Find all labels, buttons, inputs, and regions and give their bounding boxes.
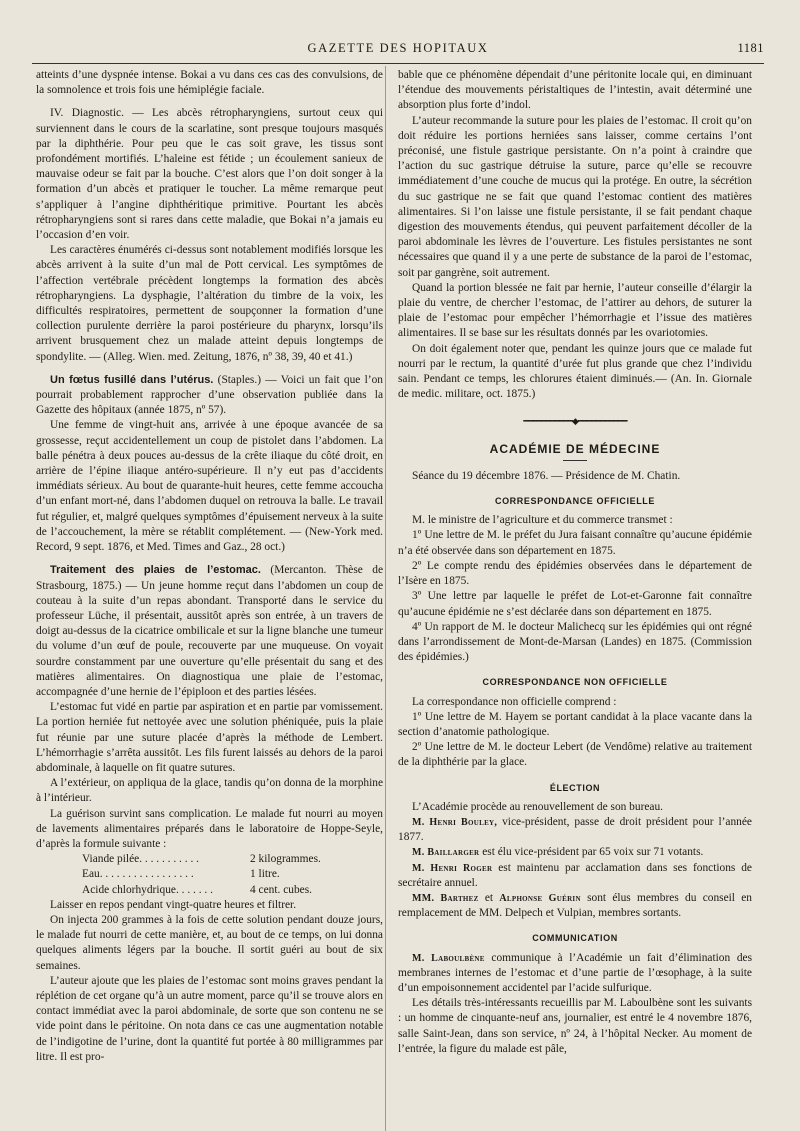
article-title: Traitement des plaies de l’estomac. (50, 564, 261, 577)
header-rule (32, 63, 764, 64)
paragraph (398, 815, 752, 845)
section-heading: ACADÉMIE DE MÉDECINE (489, 441, 661, 456)
subheading: CORRESPONDANCE OFFICIELLE (494, 496, 655, 507)
subheading: ÉLECTION (549, 782, 601, 793)
paragraph: 3º Une lettre par laquelle le préfet de Lot-et-Garonne fait connaître qu’aucune épidémie ne s’est déclarée dans son département en 1875. (398, 590, 752, 618)
article-title: Un fœtus fusillé dans l’utérus. (50, 373, 214, 386)
page-header (32, 38, 764, 60)
recipe-item: Acide chlorhydrique. . . . . . . (82, 883, 213, 896)
person-name: M. Laboulbène (412, 952, 485, 964)
seance-line: Séance du 19 décembre 1876. — Présidence de M. Chatin. (412, 469, 681, 482)
column-separator (385, 66, 386, 1131)
paragraph: La correspondance non officielle comprend : (412, 695, 617, 708)
paragraph: Laisser en repos pendant vingt-quatre heures et filtrer. (50, 898, 297, 911)
recipe-qty: 1 litre. (250, 868, 280, 881)
recipe-row (36, 883, 383, 898)
paragraph: bable que ce phénomène dépendait d’une péritonite locale qui, en diminuant l’étendue des mouvements péristaltiques de l’intestin, avait déterminé une absorption plus forte d’indol. (398, 69, 752, 112)
article-lead: (Mercanton. Thèse de Strasbourg, 1875.) — Un jeune homme reçut dans l’abdomen un coup de couteau à la suite d’un repas abondant. Transporté dans le service du professeur Lüche, il présentait, aussitôt après son entrée, à un travers de doigt au-dessus de la cicatrice ombilicale et sur la ligne blanche une tumeur du volume d’un œuf de poule, recouverte par une muqueuse. On voyait sourdre constamment par une ouverture qu’elle présentait du sang et des matières alimentaires. On diagnostiqua une plaie de l’estomac, accompagnée d’une hernie de l’épiploon et des parties lésées. (36, 564, 384, 698)
paragraph: Les caractères énumérés ci-dessus sont notablement modifiés lorsque les abcès arrivent à la suite d’un mal de Pott cervical. Les symptômes de l’affection vertébrale précèdent longtemps la formation des abcès rétropharyngiens. La dysphagie, l’altération du timbre de la voix, les difficultés respiratoires, permettent de soupçonner la formation d’une collection purulente derrière la paroi postérieure du pharynx, lorsqu’ils arrivent brusquement chez un malade atteint depuis longtemps de spondylite. — (Alleg. Wien. med. Zeitung, 1876, nº 38, 39, 40 et 41.) (36, 244, 383, 363)
paragraph (398, 891, 752, 921)
recipe-item: Eau. . . . . . . . . . . . . . . . . (82, 868, 194, 881)
paragraph: L’estomac fut vidé en partie par aspiration et en partie par vomissement. La portion herniée fut nettoyée avec une solution phéniquée, puis la plaie fut réunie par une suture placée d’après la méthode de Lembert. L’hémorrhagie s’arrêta aussitôt. Les fils furent laissés au dehors de la paroi abdominale, à laquelle on fit quatre sutures. (36, 701, 383, 774)
paragraph: IV. Diagnostic. — Les abcès rétropharyngiens, surtout ceux qui surviennent dans le cours de la scarlatine, sont presque toujours masqués par la diphthérie. Pour peu que le cas soit grave, les tissus sont profondément mortifiés. L’haleine est fétide ; un écoulement sanieux de mauvaise odeur se fait par la bouche. C’est alors que l’on doit songer à la formation d’un abcès et pratiquer le toucher. La même remarque peut s’appliquer à l’angine diphthéritique primitive. Pourtant les abcès rétropharyngiens sont si rares dans cette maladie, que Bokai n’a jamais eu l’occasion d’en voir. (36, 107, 383, 242)
person-name: MM. Barthez (412, 892, 479, 904)
recipe-row (36, 867, 383, 882)
paragraph: A l’extérieur, on appliqua de la glace, tandis qu’on donna de la morphine à l’intérieur. (36, 777, 383, 805)
subheading: COMMUNICATION (532, 933, 618, 944)
person-name: M. Baillarger (412, 847, 480, 859)
paragraph-text: sont élus membres du conseil en remplacement de MM. Delpech et Vulpian, membres sortants. (398, 891, 752, 920)
paragraph (398, 951, 752, 997)
paragraph: 2º Une lettre de M. le docteur Lebert (de Vendôme) relative au traitement de la diphthérie par la glace. (398, 741, 752, 769)
right-column (398, 68, 752, 1057)
paragraph-text: est maintenu par acclamation dans ses fonctions de secrétaire annuel. (398, 861, 752, 889)
person-name: M. Henri Bouley, (412, 816, 498, 828)
paragraph: La guérison survint sans complication. Le malade fut nourri au moyen de lavements alimentaires préparés dans le laboratoire de Hoppe-Seyle, d’après la formule suivante : (36, 807, 383, 850)
paragraph: 1º Une lettre de M. le préfet du Jura faisant connaître qu’aucune épidémie n’a été observée dans son département en 1875. (398, 529, 752, 557)
paragraph: M. le ministre de l’agriculture et du commerce transmet : (412, 514, 673, 527)
paragraph: atteints d’une dyspnée intense. Bokai a vu dans ces cas des convulsions, de la somnolence et trois fois une hémiplégie faciale. (36, 69, 383, 97)
article-foetus (36, 373, 383, 419)
paragraph: On doit également noter que, pendant les quinze jours que ce malade fut nourri par le rectum, la quantité d’urée fut plus grande que chez l’individu sain. Pendant ce temps, les chlorures étaient diminués.— (An. In. Giornale de medic. militare, oct. 1875.) (398, 342, 752, 401)
article-plaies (36, 563, 383, 700)
person-name: M. Henri Roger (412, 862, 493, 874)
paragraph: L’auteur ajoute que les plaies de l’estomac sont moins graves pendant la réplétion de cet organe qu’à un autre moment, parce qu’il se trouve alors en contact immédiat avec la paroi abdominale, de sorte que son contenu ne se vide point dans le péritoine. On nota dans ce cas une augmentation notable de l’indigotine de l’urine, dont la quantité fut portée à 80 milligrammes par litre. Il est pro- (36, 974, 383, 1063)
paragraph-text: vice-président, passe de droit président pour l’année 1877. (398, 815, 752, 844)
recipe-qty: 4 cent. cubes. (250, 883, 312, 896)
paragraph (398, 845, 752, 860)
page-number: 1181 (737, 41, 764, 55)
paragraph: Une femme de vingt-huit ans, arrivée à une époque avancée de sa grossesse, reçut accidentellement un coup de pistolet dans l’abdomen. La balle pénétra à deux pouces au-dessus de la crête iliaque du côté droit, en arrière de l’épine iliaque antéro-supérieure. Il n’y eut pas d’accidents immédiats sérieux. Au bout de quarante-huit heures, cette femme accoucha d’un enfant mort-né, dans l’abdomen duquel on retrouva la balle. Le travail fut régulier, et, malgré quelques symptômes d’épuisement nerveux à la suite de l’accouchement, la mère se rétablit complétement. — (New-York med. Record, 9 sept. 1876, et Med. Times and Gaz., 28 oct.) (36, 419, 383, 554)
recipe-row (36, 852, 383, 867)
paragraph: Les détails très-intéressants recueillis par M. Laboulbène sont les suivants : un homme de cinquante-neuf ans, journalier, est entré le 4 novembre 1876, salle Saint-Jean, dans son service, nº 24, à l’hôpital Necker. Au moment de l’entrée, la figure du malade est pâle, (398, 997, 752, 1055)
heading-rule (563, 460, 587, 461)
paragraph: 1º Une lettre de M. Hayem se portant candidat à la place vacante dans la section d’anatomie pathologique. (398, 710, 752, 738)
paragraph-text: est élu vice-président par 65 voix sur 71 votants. (479, 846, 704, 859)
paragraph: 4º Un rapport de M. le docteur Malichecq sur les épidémies qui ont régné dans l’arrondissement de Mont-de-Marsan (Landes) en 1875. (Commission des épidémies.) (398, 620, 752, 664)
section-ornament: ━━━━━━━━━━━◆━━━━━━━━━━━ (523, 416, 627, 427)
paragraph: L’Académie procède au renouvellement de son bureau. (412, 800, 664, 813)
person-name: Alphonse Guérin (499, 892, 581, 904)
paragraph: Quand la portion blessée ne fait par hernie, l’auteur conseille d’élargir la plaie du ventre, de chercher l’estomac, de l’attirer au dehors, de suturer la plaie de l’estomac pour empêcher l’hémorrhagie et l’issue des matières alimentaires. Il se base sur les résultats donnés par les ovariotomies. (398, 281, 752, 340)
paragraph: L’auteur recommande la suture pour les plaies de l’estomac. Il croit qu’on doit réduire les portions herniées sans laisser, comme certains l’ont préconisé, une fistule gastrique persistante. On n’a point à craindre que l’action du suc gastrique détruise la suture, parce qu’elle se recouvre immédiatement d’une couche de mucus qui la protége. En outre, la sécrétion du suc gastrique ne se fait que quand l’estomac contient des matières alimentaires. Si l’on laisse une fistule persistante, il se fait pendant chaque digestion des mouvements étendus, qui peuvent parfaitement décoller de la paroi abdominale les lèvres de l’ouverture. Les fistules persistantes ne sont nécessaires que quand il y a une perte de substance de la paroi de l’estomac, soit par gangrène, soit autrement. (398, 114, 752, 279)
recipe-item: Viande pilée. . . . . . . . . . . (82, 853, 199, 866)
paragraph: 2º Le compte rendu des épidémies observées dans le département de l’Isère en 1875. (398, 559, 752, 588)
article-lead: (Staples.) — Voici un fait que l’on pourrait probablement rapprocher d’une observation publiée dans la Gazette des hôpitaux (année 1875, nº 57). (36, 373, 383, 417)
paragraph-text: communique à l’Académie un fait d’élimination des membranes internes de l’estomac et d’une partie de l’œsophage, à la suite d’un empoisonnement accidentel par l’acide sulfurique. (398, 951, 752, 994)
journal-title: GAZETTE DES HOPITAUX (307, 41, 489, 55)
subheading: CORRESPONDANCE NON OFFICIELLE (482, 677, 668, 688)
left-column (36, 68, 383, 1065)
paragraph-text: et (478, 891, 500, 904)
recipe-qty: 2 kilogrammes. (250, 853, 321, 866)
recipe-table (36, 852, 383, 898)
paragraph (398, 861, 752, 891)
paragraph: On injecta 200 grammes à la fois de cette solution pendant douze jours, le malade fut nourri de cette manière, et, au bout de ce temps, on lui donna quelques aliments légers par la bouche. Il sortit guéri au bout de six semaines. (36, 913, 383, 972)
